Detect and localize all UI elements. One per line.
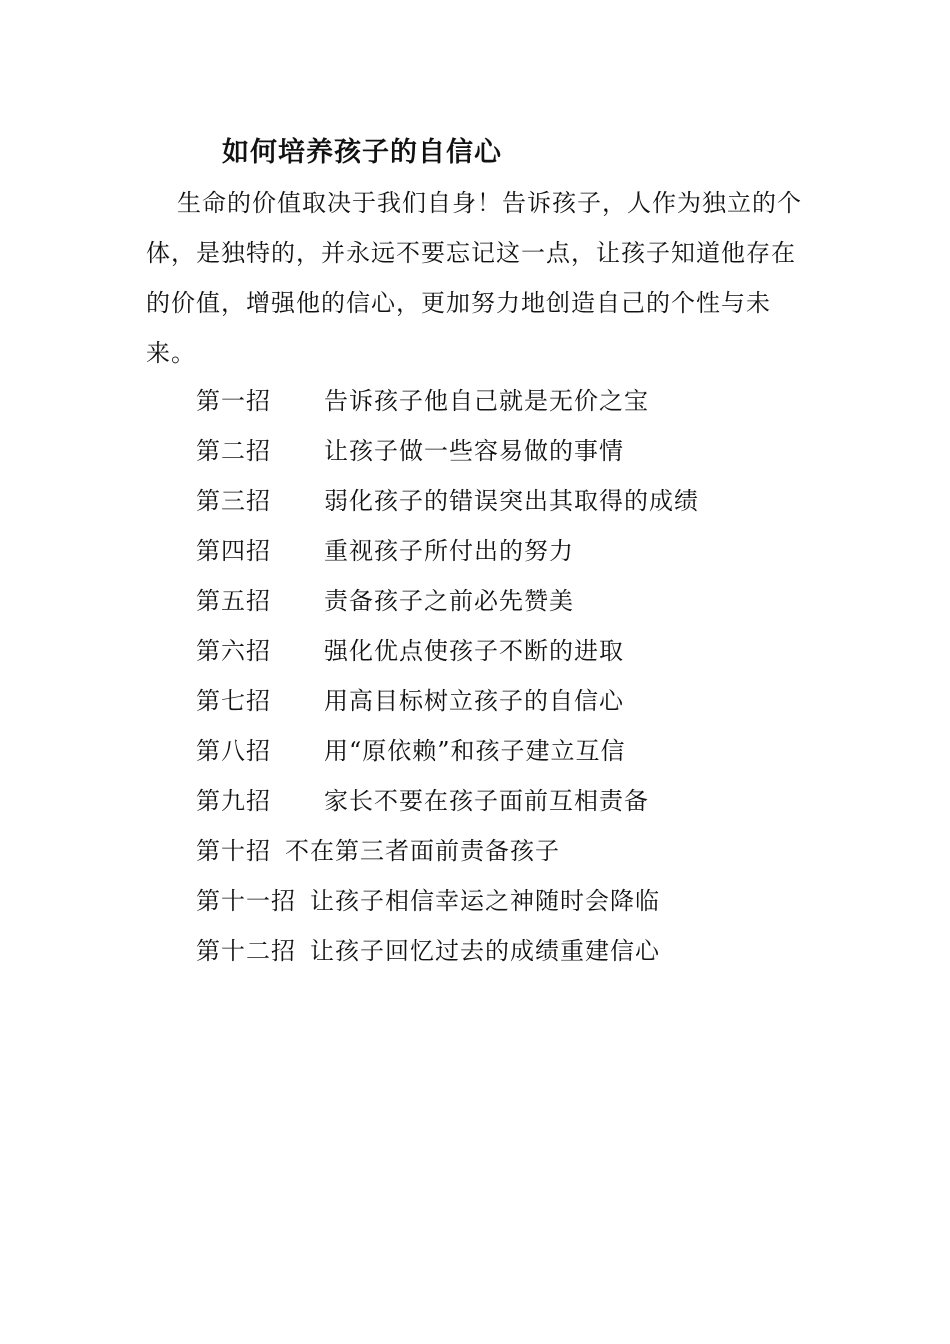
tip-text: 重视孩子所付出的努力 (324, 537, 574, 565)
tip-item (196, 526, 816, 576)
tip-number: 第十一招 (196, 887, 296, 915)
tip-text: 让孩子回忆过去的成绩重建信心 (310, 937, 660, 965)
tip-item (196, 876, 816, 926)
tip-number: 第九招 (196, 787, 271, 815)
tips-list (196, 376, 816, 976)
tip-item (196, 926, 816, 976)
tip-number: 第十招 (196, 837, 271, 865)
tip-number: 第五招 (196, 587, 271, 615)
tip-number: 第四招 (196, 537, 271, 565)
tip-number: 第六招 (196, 637, 271, 665)
tip-text: 弱化孩子的错误突出其取得的成绩 (324, 487, 699, 515)
tip-number: 第一招 (196, 387, 271, 415)
tip-item (196, 776, 816, 826)
tip-item (196, 726, 816, 776)
tip-number: 第十二招 (196, 937, 296, 965)
tip-text: 用高目标树立孩子的自信心 (324, 687, 624, 715)
tip-text: 家长不要在孩子面前互相责备 (324, 787, 649, 815)
tip-number: 第三招 (196, 487, 271, 515)
tip-item (196, 576, 816, 626)
tip-text: 让孩子做一些容易做的事情 (324, 437, 624, 465)
tip-text: 让孩子相信幸运之神随时会降临 (310, 887, 660, 915)
tip-number: 第八招 (196, 737, 271, 765)
tip-item (196, 426, 816, 476)
tip-text: 不在第三者面前责备孩子 (285, 837, 560, 865)
tip-item (196, 826, 816, 876)
tip-item (196, 626, 816, 676)
tip-text: 强化优点使孩子不断的进取 (324, 637, 624, 665)
tip-number: 第二招 (196, 437, 271, 465)
tip-text: 告诉孩子他自己就是无价之宝 (324, 387, 649, 415)
tip-text: 责备孩子之前必先赞美 (324, 587, 574, 615)
intro-paragraph: 生命的价值取决于我们自身！告诉孩子，人作为独立的个体，是独特的，并永远不要忘记这一点，让孩子知道他存在的价值，增强他的信心，更加努力地创造自己的个性与未来。 (146, 189, 802, 367)
tip-item (196, 676, 816, 726)
tip-item (196, 476, 816, 526)
tip-text: 用“原依赖”和孩子建立互信 (324, 737, 626, 765)
tip-number: 第七招 (196, 687, 271, 715)
document-title: 如何培养孩子的自信心 (222, 137, 502, 168)
tip-item (196, 376, 816, 426)
